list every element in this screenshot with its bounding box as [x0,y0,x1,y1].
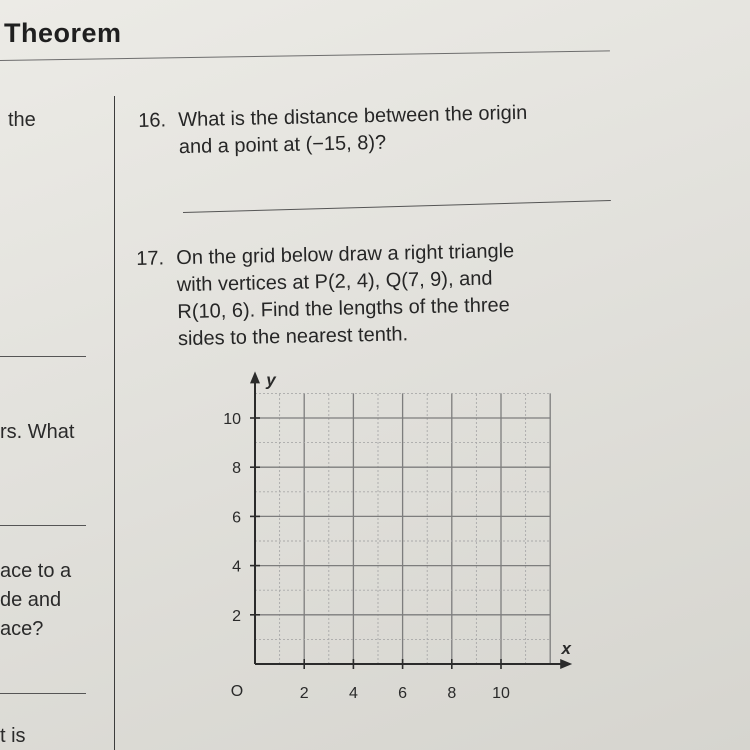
x-tick-label: 6 [398,685,408,702]
left-fragment-2: rs. What [0,421,75,443]
left-fragment-5: ace? [0,618,44,640]
left-fragment-3: ace to a [0,560,72,582]
left-fragment-6: t is [0,725,26,747]
y-tick-label: 10 [223,411,241,428]
origin-label: O [230,683,244,700]
question-17-line-1: On the grid below draw a right triangle [176,240,515,270]
y-tick-label: 8 [232,460,241,478]
question-17-line-4: sides to the nearest tenth. [177,323,409,351]
left-fragment-4: de and [0,589,62,611]
y-axis-label: y [266,370,276,390]
question-16-line-1: What is the distance between the origin [178,101,528,132]
x-axis-arrow-icon [560,659,572,669]
grid-lines [255,393,550,664]
x-tick-label: 10 [492,685,510,702]
axis-labels [223,370,572,702]
y-tick-label: 2 [232,607,241,625]
x-tick-label: 4 [348,685,358,702]
axes [250,371,572,669]
question-17-line-3: R(10, 6). Find the lengths of the three [177,294,510,324]
section-heading: Theorem [4,18,122,48]
question-17-number: 17. [136,247,165,270]
x-tick-label: 2 [299,685,309,702]
question-17-line-2: with vertices at P(2, 4), Q(7, 9), and [176,267,493,297]
question-16-number: 16. [138,109,167,132]
y-axis-arrow-icon [250,371,260,383]
left-fragment-1: the [8,109,36,131]
y-tick-label: 4 [232,558,241,576]
x-axis-label: x [561,639,571,658]
x-tick-label: 8 [447,685,457,702]
y-tick-label: 6 [232,509,241,527]
question-16-line-2: and a point at (−15, 8)? [178,131,387,159]
